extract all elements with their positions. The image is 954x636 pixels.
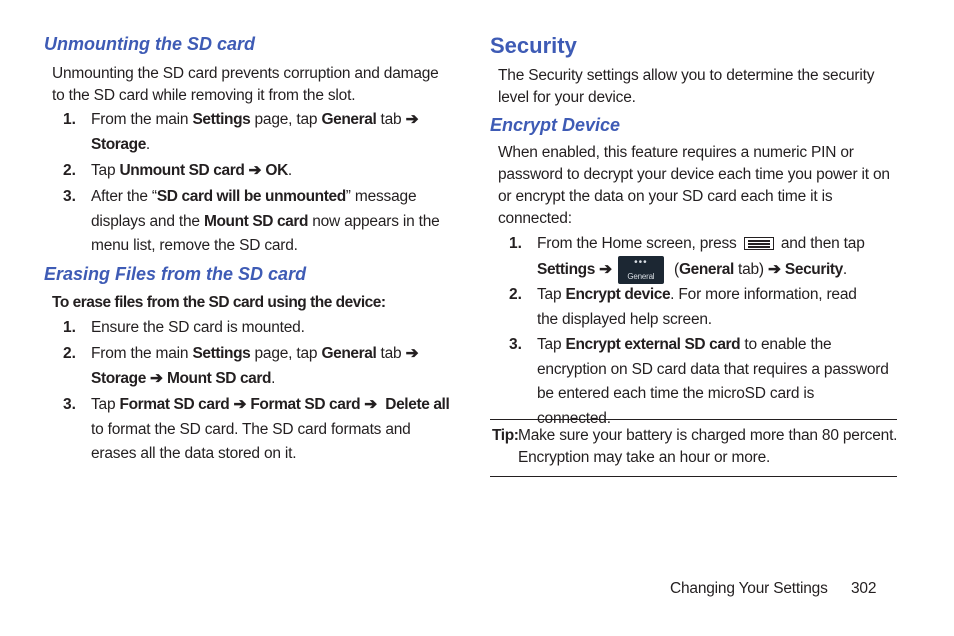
tip-text: Make sure your battery is charged more than 80 percent. Encryption may take an hour or more. [518, 427, 898, 466]
arrow-icon: ➔ [599, 261, 612, 278]
tip-top-rule [490, 419, 897, 420]
tip-label: Tip: [492, 427, 519, 444]
step-text: Tap Encrypt external SD card to enable the encryption on SD card data that requires a password be entered each time the microSD card is connected. [537, 336, 889, 427]
step-number: 2. [63, 345, 76, 362]
step-number: 3. [63, 396, 76, 413]
step-number: 3. [63, 188, 76, 205]
step-number: 2. [63, 162, 76, 179]
general-settings-icon [618, 256, 664, 284]
general-icon-label: General [627, 272, 655, 281]
step-number: 1. [63, 111, 76, 128]
more-dots-icon: ••• [634, 257, 648, 268]
page-number: 302 [851, 580, 877, 597]
arrow-icon: ➔ [364, 396, 378, 413]
step-number: 1. [509, 235, 522, 252]
arrow-icon: ➔ [768, 261, 781, 278]
step-text: From the Home screen, press and then tap Settings ➔ ••• General (General tab) ➔ Security. [537, 232, 887, 284]
heading-encrypt-device: Encrypt Device [490, 115, 621, 135]
heading-unmounting-sd-card: Unmounting the SD card [44, 34, 255, 54]
arrow-icon: ➔ [405, 345, 419, 362]
heading-security: Security [490, 33, 577, 58]
step-text: After the “SD card will be unmounted” message displays and the Mount SD card now appears in the menu list, remove the SD card. [91, 188, 440, 254]
arrow-icon: ➔ [233, 396, 247, 413]
step-text: From the main Settings page, tap General tab ➔ Storage. [91, 111, 419, 153]
step-number: 2. [509, 286, 522, 303]
step-text: Tap Unmount SD card ➔ OK. [91, 162, 292, 179]
heading-erasing-files: Erasing Files from the SD card [44, 264, 307, 284]
step-text: Tap Format SD card ➔ Format SD card ➔ Delete all to format the SD card. The SD card formats and erases all the data stored on it. [91, 396, 450, 462]
erase-subheading: To erase files from the SD card using the device: [52, 294, 386, 311]
arrow-icon: ➔ [248, 162, 262, 179]
step-number: 1. [63, 319, 76, 336]
arrow-icon: ➔ [405, 111, 419, 128]
arrow-icon: ➔ [150, 369, 163, 387]
menu-key-icon [744, 237, 774, 250]
encrypt-intro: When enabled, this feature requires a numeric PIN or password to decrypt your device each time you power it on or encrypt the data on your SD card each time it is connected: [498, 144, 890, 227]
security-intro: The Security settings allow you to determine the security level for your device. [498, 67, 875, 106]
step-text: Tap Encrypt device. For more information, read the displayed help screen. [537, 286, 857, 328]
step-number: 3. [509, 336, 522, 353]
tip-bottom-rule [490, 476, 897, 477]
step-text: Ensure the SD card is mounted. [91, 319, 305, 336]
unmount-intro: Unmounting the SD card prevents corruption and damage to the SD card while removing it from the slot. [52, 65, 439, 104]
footer-section-title: Changing Your Settings [670, 580, 828, 597]
step-text: From the main Settings page, tap General tab ➔ Storage ➔ Mount SD card. [91, 345, 419, 387]
